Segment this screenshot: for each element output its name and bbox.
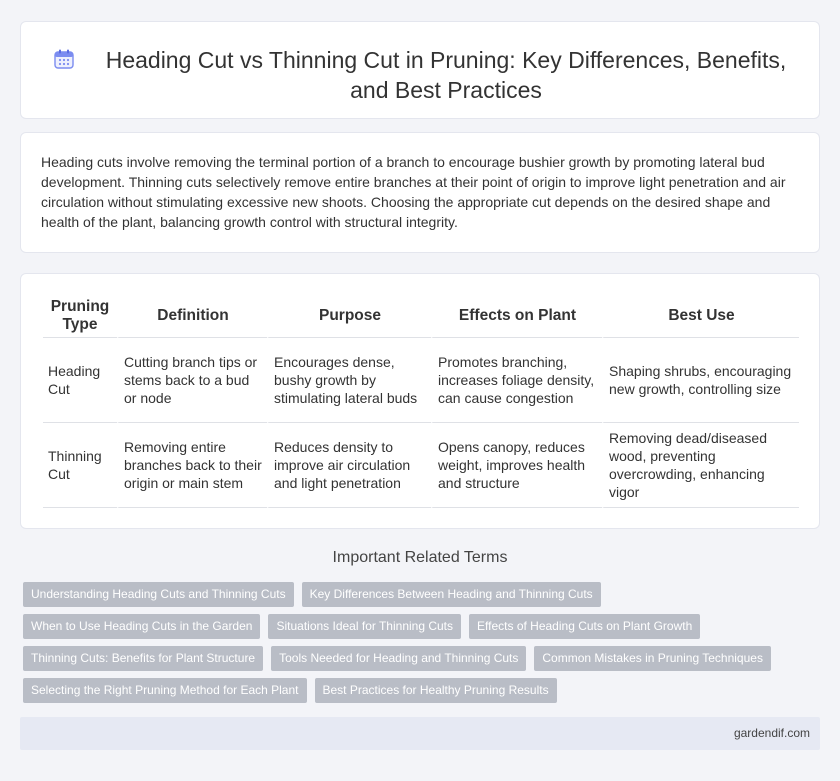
related-term-tag[interactable]: Thinning Cuts: Benefits for Plant Structure	[23, 646, 263, 671]
table-row	[43, 423, 799, 508]
related-term-tag[interactable]: Best Practices for Healthy Pruning Results	[315, 678, 557, 703]
table-cell: Thinning Cut	[43, 423, 117, 508]
related-term-tag[interactable]: Selecting the Right Pruning Method for Each Plant	[23, 678, 307, 703]
table-header-cell: Definition	[117, 294, 267, 338]
comparison-card	[20, 273, 820, 529]
related-terms-list	[23, 582, 823, 710]
tag-row	[23, 582, 823, 614]
table-cell: Encourages dense, bushy growth by stimulating lateral buds	[267, 338, 431, 423]
intro-card	[20, 132, 820, 253]
related-term-tag[interactable]: Tools Needed for Heading and Thinning Cuts	[271, 646, 526, 671]
table-header-cell: Best Use	[602, 294, 799, 338]
site-link[interactable]: gardendif.com	[733, 726, 810, 740]
related-term-tag[interactable]: Key Differences Between Heading and Thinning Cuts	[302, 582, 601, 607]
tag-row	[23, 646, 823, 678]
related-term-tag[interactable]: When to Use Heading Cuts in the Garden	[23, 614, 260, 639]
table-cell: Heading Cut	[43, 338, 117, 423]
table-cell: Shaping shrubs, encouraging new growth, controlling size	[602, 338, 799, 423]
title-card	[20, 21, 820, 119]
related-terms-heading: Important Related Terms	[332, 549, 508, 566]
comparison-table	[43, 294, 799, 508]
table-cell: Cutting branch tips or stems back to a bud or node	[117, 338, 267, 423]
related-term-tag[interactable]: Situations Ideal for Thinning Cuts	[268, 614, 461, 639]
related-term-tag[interactable]: Understanding Heading Cuts and Thinning Cuts	[23, 582, 294, 607]
table-header-row	[43, 294, 799, 338]
footer	[20, 717, 820, 750]
table-row	[43, 338, 799, 423]
table-cell: Promotes branching, increases foliage density, can cause congestion	[431, 338, 602, 423]
tag-row	[23, 614, 823, 646]
calendar-icon	[53, 48, 75, 70]
tag-row	[23, 678, 823, 710]
table-cell: Removing entire branches back to their origin or main stem	[117, 423, 267, 508]
table-cell: Opens canopy, reduces weight, improves health and structure	[431, 423, 602, 508]
table-header-cell: Effects on Plant	[431, 294, 602, 338]
table-header-cell: Purpose	[267, 294, 431, 338]
table-cell: Removing dead/diseased wood, preventing overcrowding, enhancing vigor	[602, 423, 799, 508]
related-term-tag[interactable]: Effects of Heading Cuts on Plant Growth	[469, 614, 700, 639]
related-term-tag[interactable]: Common Mistakes in Pruning Techniques	[534, 646, 771, 671]
table-cell: Reduces density to improve air circulation and light penetration	[267, 423, 431, 508]
table-header-cell: Pruning Type	[43, 294, 117, 338]
page-title: Heading Cut vs Thinning Cut in Pruning: Key Differences, Benefits, and Best Practices	[105, 47, 787, 103]
intro-paragraph: Heading cuts involve removing the terminal portion of a branch to encourage bushier growth by promoting lateral bud development. Thinning cuts selectively remove entire branches at their point of origin to improve light penetration and air circulation without stimulating excessive new shoots. Choosing the appropriate cut depends on the desired shape and health of the plant, balancing growth control with structural integrity.	[41, 154, 786, 230]
